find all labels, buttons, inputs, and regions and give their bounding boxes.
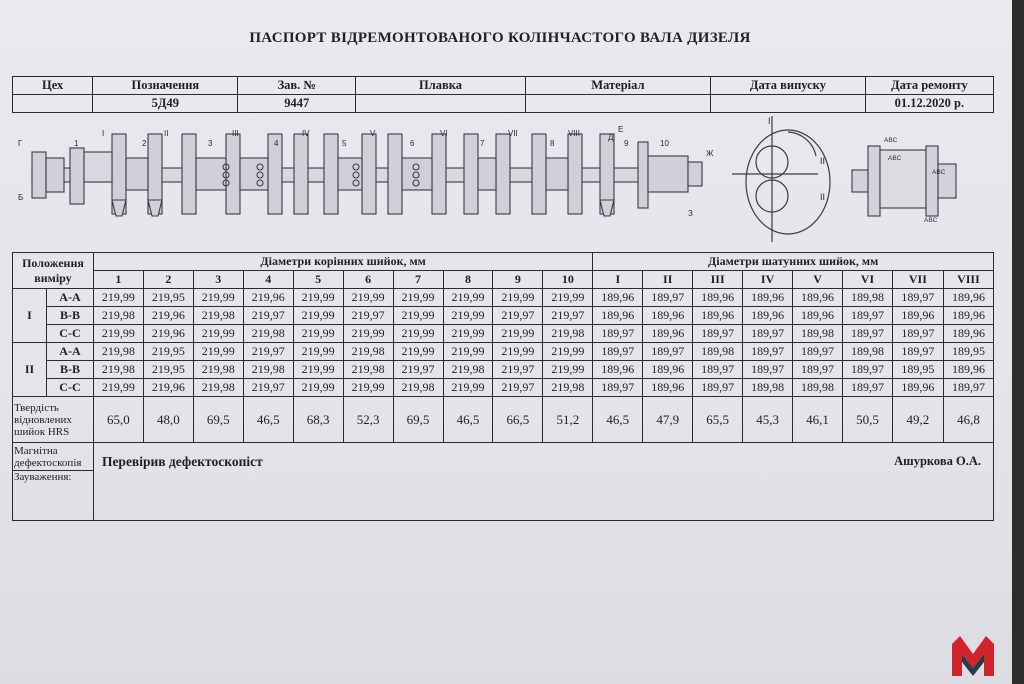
rod-journal-cell: 189,97: [843, 361, 893, 379]
main-journal-cell: 219,99: [393, 289, 443, 307]
header-label-serial: Зав. №: [238, 77, 356, 95]
rod-journal-cell: 189,97: [693, 325, 743, 343]
abc-label-2: ABC: [888, 155, 902, 162]
drawing-letter-z: З: [688, 209, 693, 218]
table-row: [13, 379, 994, 397]
position-label: II: [13, 343, 47, 397]
rod-journal-cell: 189,96: [793, 289, 843, 307]
main-journal-cell: 219,99: [343, 325, 393, 343]
magnetic-label: Магнітна дефектоскопія: [13, 443, 94, 471]
main-col: 2: [143, 271, 193, 289]
rod-journal-cell: 189,96: [693, 289, 743, 307]
section-mark-1: I: [768, 116, 771, 126]
drawing-crankpin-7: VII: [508, 129, 518, 138]
main-journal-cell: 219,98: [543, 325, 593, 343]
drawing-crankpin-8: VIII: [568, 129, 581, 138]
main-journal-cell: 219,99: [293, 289, 343, 307]
main-journal-cell: 219,99: [543, 289, 593, 307]
drawing-journal-2: 2: [142, 139, 147, 148]
watermark-logo: [950, 634, 996, 678]
hardness-cell: 69,5: [193, 397, 243, 443]
main-journal-cell: 219,99: [93, 289, 143, 307]
main-col: 8: [443, 271, 493, 289]
section-mark-3: II: [820, 192, 826, 202]
main-journal-cell: 219,98: [93, 361, 143, 379]
main-journal-cell: 219,98: [343, 361, 393, 379]
main-journal-cell: 219,98: [393, 379, 443, 397]
main-journal-cell: 219,96: [243, 289, 293, 307]
magnetic-cell: [93, 443, 993, 471]
header-label-release-date: Дата випуску: [711, 77, 866, 95]
document-title: ПАСПОРТ ВІДРЕМОНТОВАНОГО КОЛІНЧАСТОГО ВАЛА ДИЗЕЛЯ: [249, 30, 751, 46]
rod-col: IV: [743, 271, 793, 289]
hardness-cell: 46,5: [443, 397, 493, 443]
rod-journal-cell: 189,96: [643, 379, 693, 397]
rod-journal-cell: 189,96: [693, 307, 743, 325]
rod-journal-cell: 189,97: [843, 379, 893, 397]
main-journal-cell: 219,97: [493, 379, 543, 397]
main-journal-cell: 219,99: [293, 307, 343, 325]
drawing-crankpin-1: I: [102, 129, 105, 138]
header-label-designation: Позначення: [93, 77, 238, 95]
main-journal-cell: 219,99: [93, 325, 143, 343]
header-label-material: Матеріал: [525, 77, 710, 95]
drawing-journal-4: 4: [274, 139, 279, 148]
rod-journal-cell: 189,97: [743, 361, 793, 379]
drawing-crankpin-6: VI: [440, 129, 448, 138]
position-label: I: [13, 289, 47, 343]
main-journal-cell: 219,96: [143, 307, 193, 325]
rod-journal-cell: 189,97: [643, 289, 693, 307]
rod-col: II: [643, 271, 693, 289]
drawing-letter-e: Е: [618, 125, 624, 134]
header-value-serial: 9447: [238, 95, 356, 113]
main-journal-cell: 219,99: [393, 325, 443, 343]
drawing-journal-10: 10: [660, 139, 669, 148]
drawing-crankpin-5: V: [370, 129, 376, 138]
checked-by: Перевірив дефектоскопіст: [101, 453, 263, 469]
header-label-heat: Плавка: [356, 77, 525, 95]
drawing-letter-zh: Ж: [706, 149, 714, 158]
drawing-letter-g: Г: [18, 139, 23, 148]
main-journal-cell: 219,99: [443, 307, 493, 325]
section-label: В-В: [46, 307, 93, 325]
main-journal-cell: 219,99: [393, 343, 443, 361]
measurement-rows: [13, 289, 994, 397]
section-view: [732, 116, 830, 242]
main-journal-cell: 219,99: [443, 289, 493, 307]
rod-journal-cell: 189,96: [743, 307, 793, 325]
rod-col: III: [693, 271, 743, 289]
main-journal-cell: 219,99: [393, 307, 443, 325]
table-row: [13, 307, 994, 325]
main-journal-cell: 219,99: [293, 379, 343, 397]
main-journal-cell: 219,96: [143, 379, 193, 397]
main-journal-cell: 219,98: [93, 307, 143, 325]
section-label: В-В: [46, 361, 93, 379]
rod-journal-cell: 189,97: [892, 343, 943, 361]
main-journal-cell: 219,99: [193, 289, 243, 307]
rod-journal-cell: 189,96: [643, 307, 693, 325]
side-view: [852, 146, 956, 216]
rod-journal-cell: 189,96: [593, 289, 643, 307]
rod-journal-cell: 189,97: [843, 307, 893, 325]
main-journal-cell: 219,99: [493, 343, 543, 361]
rod-journal-cell: 189,96: [943, 289, 993, 307]
main-journal-cell: 219,99: [93, 379, 143, 397]
main-journal-cell: 219,99: [443, 343, 493, 361]
main-journal-cell: 219,98: [93, 343, 143, 361]
rod-journal-cell: 189,97: [843, 325, 893, 343]
section-label: С-С: [46, 379, 93, 397]
drawing-letter-d: Д: [608, 133, 614, 142]
table-row: [13, 343, 994, 361]
rod-journal-cell: 189,98: [843, 289, 893, 307]
main-journal-cell: 219,99: [443, 325, 493, 343]
rod-col: V: [793, 271, 843, 289]
main-col: 9: [493, 271, 543, 289]
abc-label-3: ABC: [932, 169, 946, 176]
main-journal-cell: 219,98: [193, 307, 243, 325]
rod-col: VIII: [943, 271, 993, 289]
drawing-letter-b: Б: [18, 193, 24, 202]
header-value-row: [13, 95, 994, 113]
rod-journal-cell: 189,97: [593, 379, 643, 397]
hardness-cell: 49,2: [892, 397, 943, 443]
rod-journal-cell: 189,96: [643, 325, 693, 343]
header-value-release-date: [711, 95, 866, 113]
hardness-cell: 47,9: [643, 397, 693, 443]
rod-journal-cell: 189,97: [943, 379, 993, 397]
rod-journal-cell: 189,96: [943, 325, 993, 343]
main-col: 4: [243, 271, 293, 289]
rod-journal-cell: 189,95: [943, 343, 993, 361]
section-label: А-А: [46, 343, 93, 361]
hardness-cell: 46,1: [793, 397, 843, 443]
inspector-name: Ашуркова О.А.: [894, 453, 981, 468]
rod-journal-cell: 189,98: [793, 325, 843, 343]
main-journal-cell: 219,98: [243, 325, 293, 343]
main-col: 10: [543, 271, 593, 289]
main-journal-cell: 219,99: [193, 343, 243, 361]
rod-journal-cell: 189,96: [943, 307, 993, 325]
header-value-designation: 5Д49: [93, 95, 238, 113]
drawing-crankpin-3: III: [232, 129, 239, 138]
hardness-cell: 48,0: [143, 397, 193, 443]
hardness-label: Твердість відновлених шийок HRS: [13, 397, 94, 443]
rod-journal-cell: 189,97: [793, 343, 843, 361]
main-col: 3: [193, 271, 243, 289]
rod-journal-cell: 189,96: [943, 361, 993, 379]
hardness-cell: 51,2: [543, 397, 593, 443]
header-label-shop: Цех: [13, 77, 93, 95]
main-journal-cell: 219,95: [143, 289, 193, 307]
rod-col: I: [593, 271, 643, 289]
measurements-table: [12, 252, 994, 521]
drawing-journal-9: 9: [624, 139, 629, 148]
rod-journal-cell: 189,97: [743, 325, 793, 343]
remarks-cell: [93, 471, 993, 521]
crankshaft-drawing: [12, 112, 1002, 252]
rod-journal-cell: 189,97: [892, 289, 943, 307]
main-journal-cell: 219,97: [343, 307, 393, 325]
main-journal-cell: 219,98: [193, 361, 243, 379]
abc-label-1: ABC: [884, 137, 898, 144]
section-label: А-А: [46, 289, 93, 307]
drawing-journal-6: 6: [410, 139, 415, 148]
rod-journal-cell: 189,95: [892, 361, 943, 379]
main-journal-cell: 219,97: [543, 307, 593, 325]
main-journal-cell: 219,97: [243, 379, 293, 397]
drawing-journal-5: 5: [342, 139, 347, 148]
remarks-row: [13, 471, 994, 521]
header-table: [12, 76, 994, 113]
page-edge-shadow: [1012, 0, 1024, 684]
header-value-material: [525, 95, 710, 113]
main-journal-cell: 219,98: [243, 361, 293, 379]
main-journal-cell: 219,99: [193, 325, 243, 343]
main-journal-cell: 219,99: [343, 289, 393, 307]
rod-journal-cell: 189,97: [593, 325, 643, 343]
table-row: [13, 325, 994, 343]
remarks-label: Зауваження:: [13, 471, 94, 521]
rod-journals-title: Діаметри шатунних шийок, мм: [593, 253, 994, 271]
rod-col: VII: [892, 271, 943, 289]
rod-journal-cell: 189,97: [693, 379, 743, 397]
main-journal-cell: 219,99: [543, 343, 593, 361]
rod-journal-cell: 189,96: [593, 307, 643, 325]
drawing-journal-8: 8: [550, 139, 555, 148]
rod-journal-cell: 189,97: [643, 343, 693, 361]
hardness-cell: 66,5: [493, 397, 543, 443]
main-journal-cell: 219,99: [443, 379, 493, 397]
main-journal-cell: 219,96: [143, 325, 193, 343]
main-journal-cell: 219,98: [443, 361, 493, 379]
main-journal-cell: 219,95: [143, 361, 193, 379]
hardness-cell: 65,0: [93, 397, 143, 443]
main-journal-cell: 219,98: [543, 379, 593, 397]
rod-journal-cell: 189,97: [593, 343, 643, 361]
table-title-row: [13, 253, 994, 271]
main-journal-cell: 219,99: [543, 361, 593, 379]
rod-journal-cell: 189,96: [643, 361, 693, 379]
rod-journal-cell: 189,98: [743, 379, 793, 397]
main-journal-cell: 219,97: [243, 343, 293, 361]
position-header: Положення виміру: [13, 253, 94, 289]
main-journal-cell: 219,98: [343, 343, 393, 361]
column-number-row: [13, 271, 994, 289]
header-label-repair-date: Дата ремонту: [865, 77, 993, 95]
main-journal-cell: 219,97: [493, 361, 543, 379]
header-value-repair-date: 01.12.2020 р.: [865, 95, 993, 113]
drawing-crankpin-2: II: [164, 129, 169, 138]
header-value-heat: [356, 95, 525, 113]
main-journal-cell: 219,99: [293, 343, 343, 361]
main-journal-cell: 219,99: [293, 325, 343, 343]
section-label: С-С: [46, 325, 93, 343]
drawing-journal-3: 3: [208, 139, 213, 148]
hardness-cell: 46,5: [243, 397, 293, 443]
main-journals-title: Діаметри корінних шийок, мм: [93, 253, 592, 271]
header-label-row: [13, 77, 994, 95]
rod-journal-cell: 189,96: [892, 307, 943, 325]
main-col: 6: [343, 271, 393, 289]
header-value-shop: [13, 95, 93, 113]
hardness-row: [13, 397, 994, 443]
rod-journal-cell: 189,96: [743, 289, 793, 307]
rod-journal-cell: 189,98: [843, 343, 893, 361]
main-journal-cell: 219,98: [193, 379, 243, 397]
rod-journal-cell: 189,96: [593, 361, 643, 379]
main-journal-cell: 219,99: [493, 325, 543, 343]
hardness-cell: 69,5: [393, 397, 443, 443]
abc-label-4: ABC: [924, 217, 938, 224]
hardness-cell: 65,5: [693, 397, 743, 443]
main-journal-cell: 219,99: [493, 289, 543, 307]
hardness-cell: 46,5: [593, 397, 643, 443]
hardness-cell: 45,3: [743, 397, 793, 443]
main-journal-cell: 219,97: [493, 307, 543, 325]
rod-journal-cell: 189,98: [693, 343, 743, 361]
rod-journal-cell: 189,97: [743, 343, 793, 361]
main-journal-cell: 219,97: [393, 361, 443, 379]
drawing-journal-1: 1: [74, 139, 79, 148]
rod-journal-cell: 189,96: [892, 379, 943, 397]
magnetic-row: [13, 443, 994, 471]
hardness-cell: 68,3: [293, 397, 343, 443]
rod-col: VI: [843, 271, 893, 289]
rod-journal-cell: 189,96: [793, 307, 843, 325]
hardness-cell: 46,8: [943, 397, 993, 443]
drawing-crankpin-4: IV: [302, 129, 310, 138]
main-col: 1: [93, 271, 143, 289]
rod-journal-cell: 189,97: [793, 361, 843, 379]
main-col: 7: [393, 271, 443, 289]
main-journal-cell: 219,99: [343, 379, 393, 397]
main-journal-cell: 219,97: [243, 307, 293, 325]
rod-journal-cell: 189,97: [892, 325, 943, 343]
table-row: [13, 289, 994, 307]
rod-journal-cell: 189,98: [793, 379, 843, 397]
hardness-cell: 50,5: [843, 397, 893, 443]
drawing-journal-7: 7: [480, 139, 485, 148]
hardness-cell: 52,3: [343, 397, 393, 443]
table-row: [13, 361, 994, 379]
rod-journal-cell: 189,97: [693, 361, 743, 379]
main-journal-cell: 219,99: [293, 361, 343, 379]
main-journal-cell: 219,95: [143, 343, 193, 361]
main-col: 5: [293, 271, 343, 289]
section-mark-2: II: [820, 156, 826, 166]
